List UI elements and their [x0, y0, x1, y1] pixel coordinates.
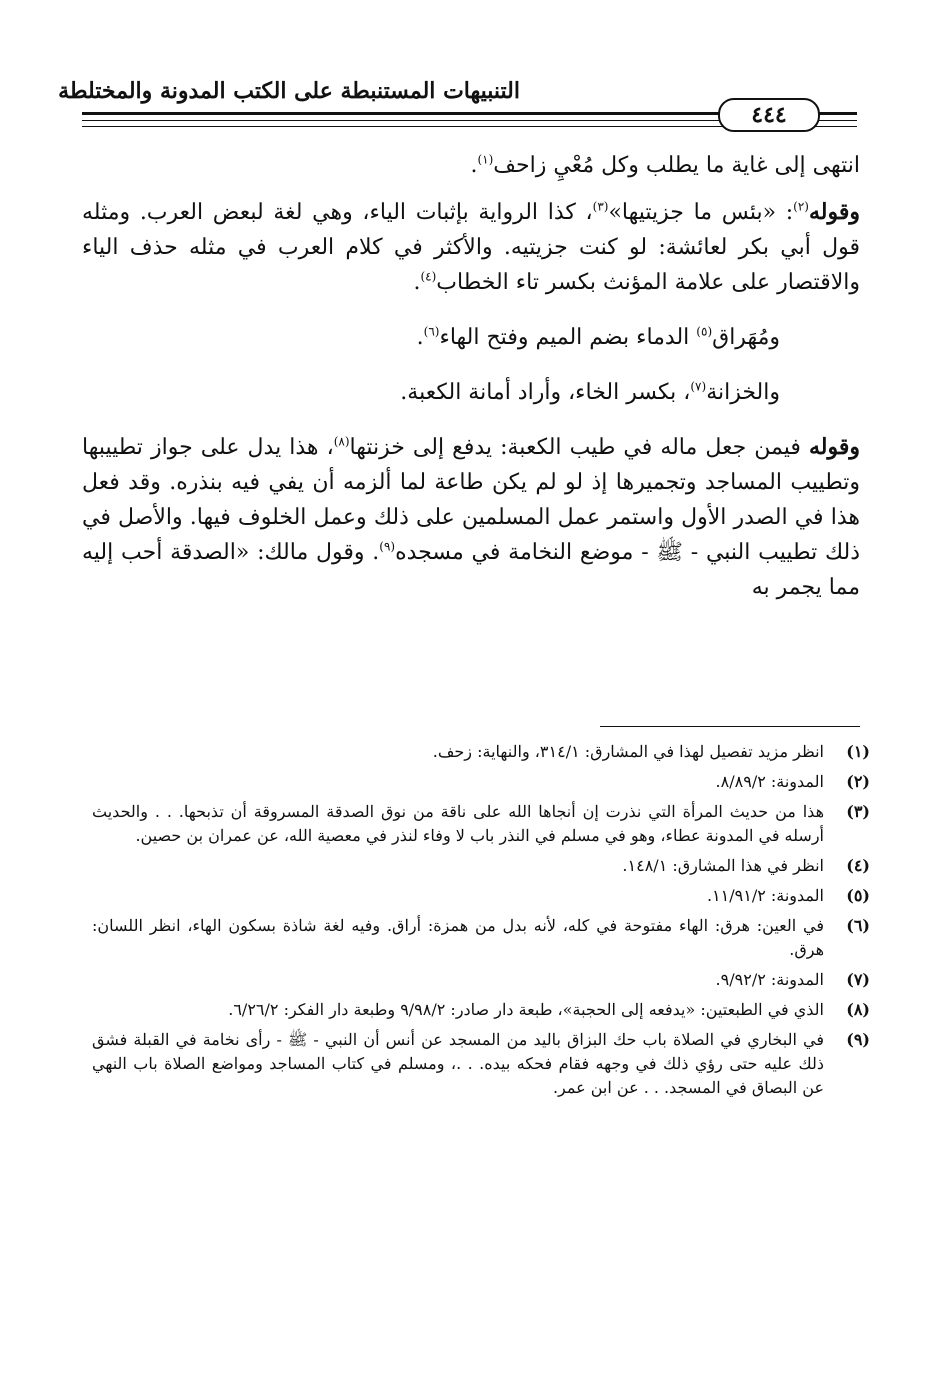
footnote-ref-8: (٨): [333, 434, 350, 449]
footnote-item: (٢) المدونة: ٨/٨٩/٢.: [715, 772, 870, 791]
footnote-ref-5: (٥): [696, 324, 713, 339]
footnote-item: (٥) المدونة: ١١/٩١/٢.: [706, 886, 870, 905]
footnotes: [92, 740, 870, 1106]
footnote-ref-2: (٢): [793, 199, 809, 214]
page-number: ٤٤٤: [718, 98, 820, 132]
paragraph-5: وقوله فيمن جعل ماله في طيب الكعبة: يدفع إلى خزنتها$^{(٨)}$، هذا يدل على جواز تطييبها وتطييب المساجد وتجميرها إذ لو لم يكن طاعة لما ألزمه أن يفي فيه بنذره. وقد فعل هذا في الصدر الأول واستمر عمل المسلمين على ذلك وعمل الخلوف فيها. والأصل في ذلك تطييب النبي - ﷺ - موضع النخامة في مسجده$^{(٩)}$. وقول مالك: «الصدقة أحب إليه مما يجمر به: [82, 434, 861, 600]
paragraph-4: والخزانة$^{(٧)}$، بكسر الخاء، وأراد أمانة الكعبة.: [400, 379, 780, 405]
footnote-item: (٨) الذي في الطبعتين: «يدفعه إلى الحجبة»، طبعة دار صادر: ٩/٩٨/٢ وطبعة دار الفكر: ٦/٢٦/٢.: [228, 1000, 870, 1019]
footnote-ref-7: (٧): [690, 379, 707, 394]
footnote-item: (٧) المدونة: ٩/٩٢/٢.: [715, 970, 870, 989]
footnote-ref-4: (٤): [420, 269, 437, 284]
footnote-ref-9: (٩): [379, 539, 396, 554]
running-header-title: التنبيهات المستنبطة على الكتب المدونة والمختلطة: [58, 78, 520, 104]
footnote-ref-1: (١): [477, 152, 494, 167]
footnote-separator: [600, 726, 860, 727]
footnote-item: (٣) هذا من حديث المرأة التي نذرت إن أنجاها الله على ناقة من نوق الصدقة المسروقة أن تذبحها. . . والحديث أرسله في المدونة عطاء، وهو في مسلم في النذر باب لا وفاء لنذر في معصية الله، عن عمران بن حصين.: [92, 802, 870, 845]
paragraph-2: وقوله$^{(٢)}$: «بئس ما جزيتيها»$^{(٣)}$، كذا الرواية بإثبات الياء، وهي لغة لبعض العرب. ومثله قول أبي بكر لعائشة: لو كنت جزيتيه. والأكثر في كلام العرب في مثله حذف الياء والاقتصار على علامة المؤنث بكسر تاء الخطاب$^{(٤)}$.: [82, 199, 860, 295]
footnote-item: (٤) انظر في هذا المشارق: ١٤٨/١.: [622, 856, 870, 875]
footnote-item: (٦) في العين: هرق: الهاء مفتوحة في كله، لأنه بدل من همزة: أراق. وفيه لغة شاذة بسكون الهاء، انظر اللسان: هرق.: [92, 916, 870, 959]
paragraph-1: انتهى إلى غاية ما يطلب وكل مُعْيِ زاحف$^{(١)}$.: [470, 152, 860, 178]
footnote-item: (٩) في البخاري في الصلاة باب حك البزاق باليد من المسجد عن أنس أن النبي - ﷺ - رأى نخامة في القبلة فشق ذلك عليه حتى رؤي ذلك في وجهه فقام فحكه بيده. . .، ومسلم في كتاب المساجد ومواضع الصلاة باب النهي عن البصاق في المسجد. . . عن ابن عمر.: [92, 1030, 870, 1097]
footnote-item: (١) انظر مزيد تفصيل لهذا في المشارق: ٣١٤/١، والنهاية: زحف.: [432, 742, 870, 761]
footnote-ref-3: (٣): [592, 199, 609, 214]
paragraph-3: ومُهَراق$^{(٥)}$ الدماء بضم الميم وفتح الهاء$^{(٦)}$.: [416, 324, 780, 350]
footnote-ref-6: (٦): [423, 324, 440, 339]
main-text: [82, 148, 860, 605]
